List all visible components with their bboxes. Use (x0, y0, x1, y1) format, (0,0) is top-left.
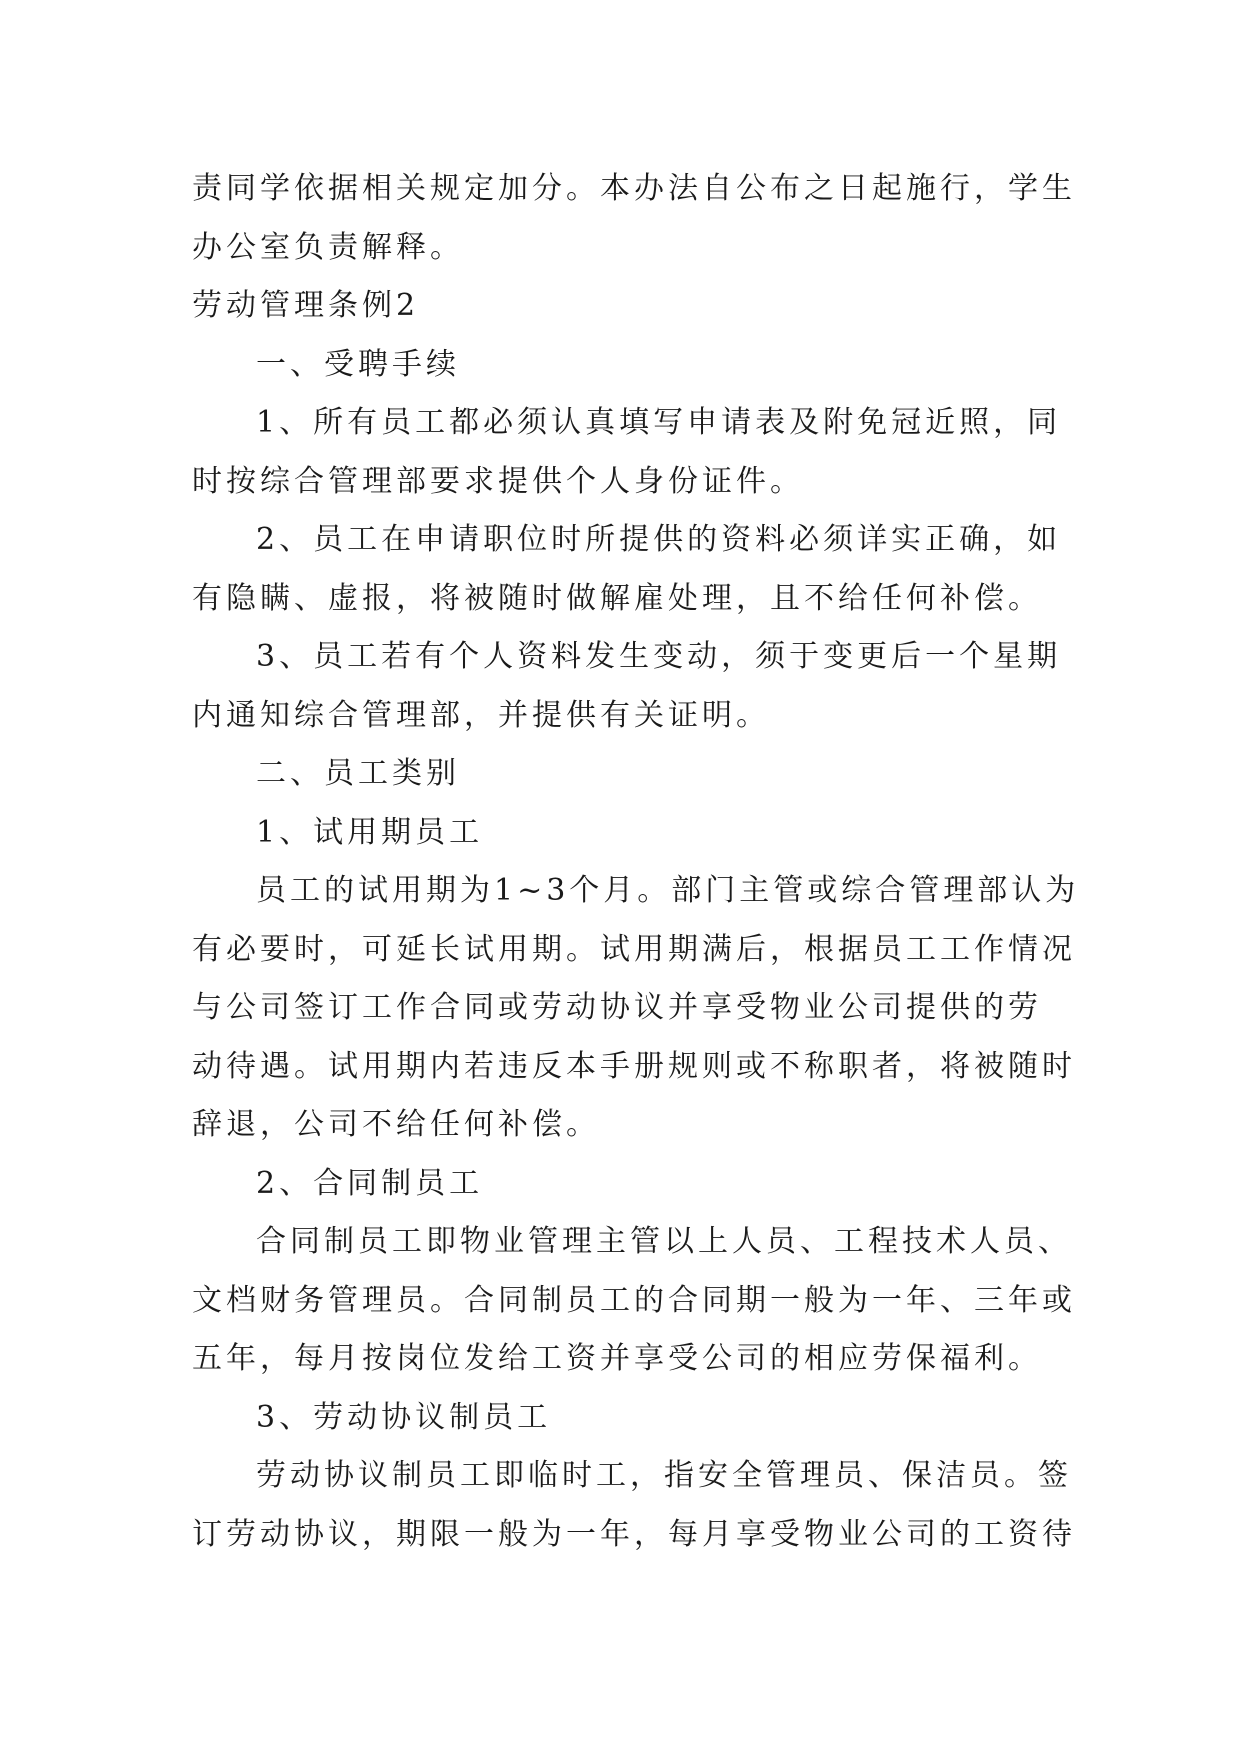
paragraph-line: 责同学依据相关规定加分。本办法自公布之日起施行，学生 (192, 171, 1076, 206)
paragraph-line: 内通知综合管理部，并提供有关证明。 (192, 697, 770, 733)
paragraph-line: 1、所有员工都必须认真填写申请表及附免冠近照，同 (256, 405, 1062, 440)
paragraph-line: 文档财务管理员。合同制员工的合同期一般为一年、三年或 (192, 1282, 1076, 1318)
section-heading: 一、受聘手续 (256, 346, 460, 382)
paragraph-line: 时按综合管理部要求提供个人身份证件。 (192, 463, 804, 499)
document-body (192, 160, 1080, 1564)
paragraph-line: 劳动协议制员工即临时工，指安全管理员、保洁员。签 (256, 1458, 1072, 1493)
subsection-heading: 2、合同制员工 (256, 1165, 484, 1201)
paragraph-line: 动待遇。试用期内若违反本手册规则或不称职者，将被随时 (192, 1048, 1076, 1084)
section-title: 劳动管理条例2 (192, 288, 420, 323)
paragraph-line: 辞退，公司不给任何补偿。 (192, 1107, 600, 1142)
section-heading: 二、员工类别 (256, 756, 460, 791)
paragraph-line: 员工的试用期为1~3个月。部门主管或综合管理部认为 (256, 873, 1080, 908)
paragraph-line: 3、员工若有个人资料发生变动，须于变更后一个星期 (256, 639, 1062, 674)
subsection-heading: 1、试用期员工 (256, 814, 484, 850)
paragraph-line: 合同制员工即物业管理主管以上人员、工程技术人员、 (256, 1224, 1072, 1259)
paragraph-line: 办公室负责解释。 (192, 229, 464, 265)
paragraph-line: 2、员工在申请职位时所提供的资料必须详实正确，如 (256, 522, 1062, 557)
paragraph-line: 订劳动协议，期限一般为一年，每月享受物业公司的工资待 (192, 1516, 1076, 1552)
paragraph-line: 与公司签订工作合同或劳动协议并享受物业公司提供的劳 (192, 990, 1042, 1025)
paragraph-line: 五年，每月按岗位发给工资并享受公司的相应劳保福利。 (192, 1341, 1042, 1376)
subsection-heading: 3、劳动协议制员工 (256, 1399, 552, 1435)
paragraph-line: 有隐瞒、虚报，将被随时做解雇处理，且不给任何补偿。 (192, 580, 1042, 616)
paragraph-line: 有必要时，可延长试用期。试用期满后，根据员工工作情况 (192, 931, 1076, 967)
